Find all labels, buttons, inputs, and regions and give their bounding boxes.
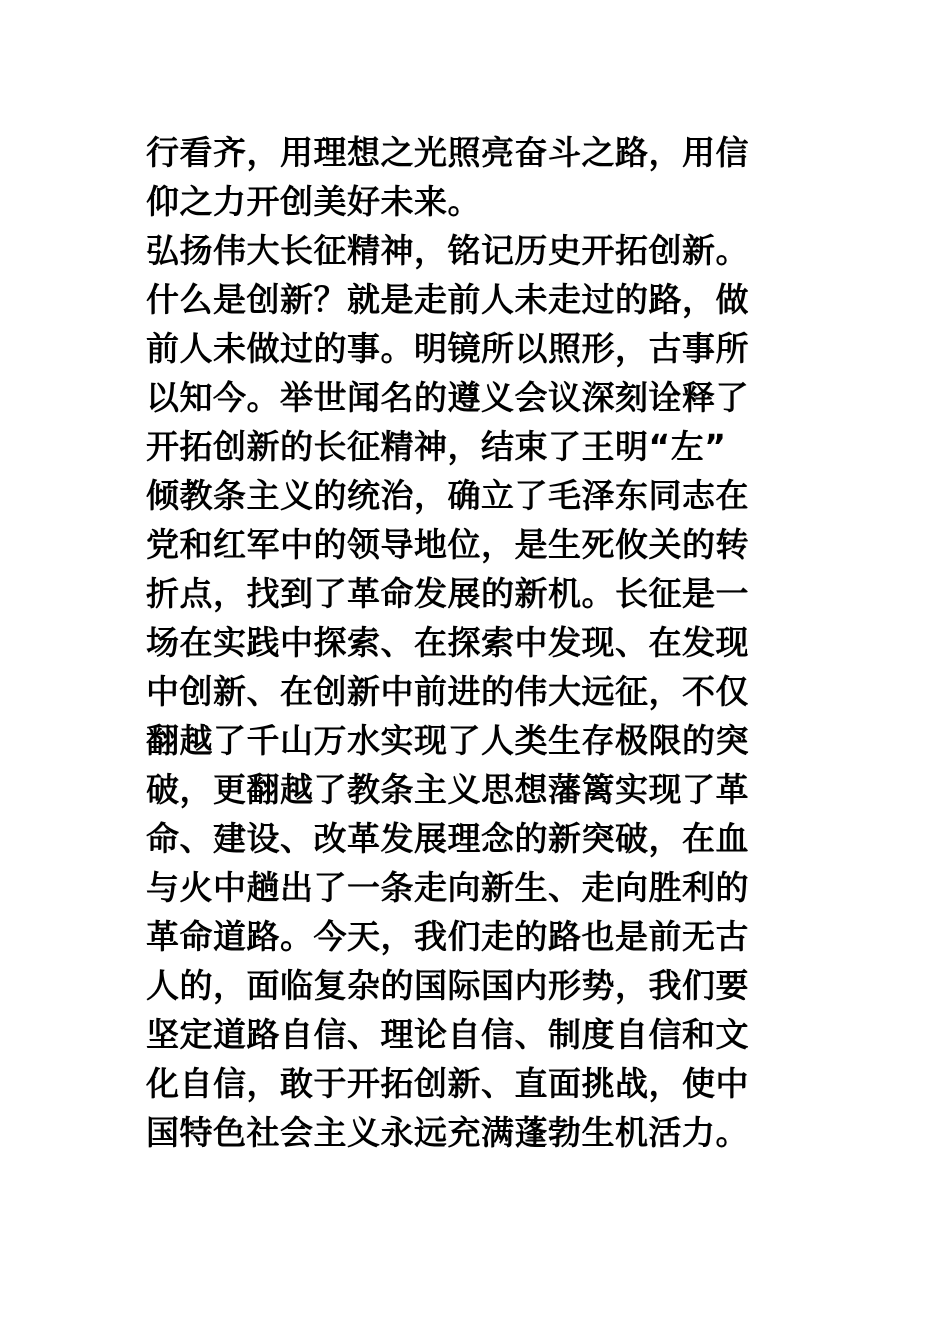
text-line: 折点，找到了革命发展的新机。长征是一	[146, 574, 749, 613]
text-line: 行看齐，用理想之光照亮奋斗之路，用信	[146, 133, 749, 172]
text-line: 国特色社会主义永远充满蓬勃生机活力。	[146, 1113, 749, 1152]
text-line: 中创新、在创新中前进的伟大远征，不仅	[146, 672, 749, 711]
text-line: 人的，面临复杂的国际国内形势，我们要	[146, 966, 749, 1005]
text-line: 场在实践中探索、在探索中发现、在发现	[146, 623, 749, 662]
text-line: 化自信，敢于开拓创新、直面挑战，使中	[146, 1064, 749, 1103]
text-line: 坚定道路自信、理论自信、制度自信和文	[146, 1015, 749, 1054]
text-line: 翻越了千山万水实现了人类生存极限的突	[146, 721, 749, 760]
body-text	[146, 128, 786, 1157]
text-line: 革命道路。今天，我们走的路也是前无古	[146, 917, 749, 956]
text-line: 与火中趟出了一条走向新生、走向胜利的	[146, 868, 749, 907]
text-line: 倾教条主义的统治，确立了毛泽东同志在	[146, 476, 749, 515]
text-line: 以知今。举世闻名的遵义会议深刻诠释了	[146, 378, 749, 417]
text-line: 破，更翻越了教条主义思想藩篱实现了革	[146, 770, 749, 809]
text-line: 开拓创新的长征精神，结束了王明“左”	[146, 427, 727, 466]
text-line: 仰之力开创美好未来。	[146, 182, 481, 221]
text-line: 前人未做过的事。明镜所以照形，古事所	[146, 329, 749, 368]
text-line: 弘扬伟大长征精神，铭记历史开拓创新。	[146, 231, 749, 270]
text-line: 党和红军中的领导地位，是生死攸关的转	[146, 525, 749, 564]
text-line: 命、建设、改革发展理念的新突破，在血	[146, 819, 749, 858]
text-line: 什么是创新？就是走前人未走过的路，做	[146, 280, 749, 319]
